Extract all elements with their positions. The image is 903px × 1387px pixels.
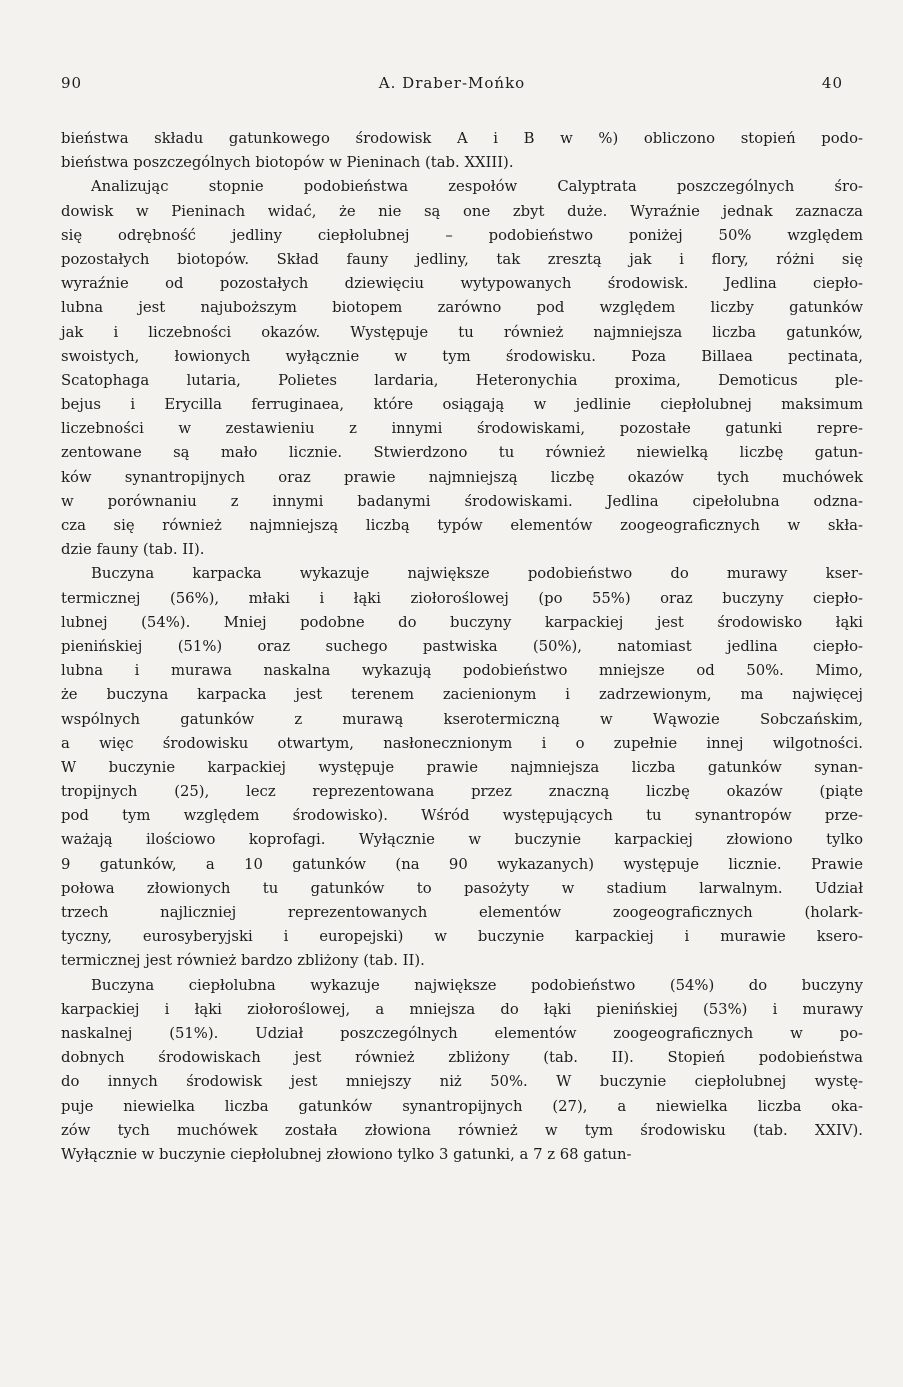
text-line: się odrębność jedliny ciepłolubnej – podobieństwo poniżej 50% względem	[61, 226, 863, 244]
text-line: zentowane są mało licznie. Stwierdzono tu również niewielką liczbę gatun-	[61, 444, 863, 462]
paragraph	[61, 127, 863, 175]
text-line: dzie fauny (tab. II).	[61, 541, 205, 559]
text-line: że buczyna karpacka jest terenem zacienionym i zadrzewionym, ma najwięcej	[61, 686, 863, 704]
text-line: jak i liczebności okazów. Występuje tu również najmniejsza liczba gatunków,	[61, 323, 863, 341]
paragraph	[61, 175, 863, 562]
text-line: bieństwa składu gatunkowego środowisk A i B w %) obliczono stopień podo-	[61, 130, 863, 147]
text-line: tropijnych (25), lecz reprezentowana przez znaczną liczbę okazów (piąte	[61, 783, 863, 801]
text-line: W buczynie karpackiej występuje prawie najmniejsza liczba gatunków synan-	[61, 758, 863, 776]
body-text	[61, 127, 863, 1167]
text-line: liczebności w zestawieniu z innymi środowiskami, pozostałe gatunki repre-	[61, 420, 863, 438]
text-line: dowisk w Pieninach widać, że nie są one zbyt duże. Wyraźnie jednak zaznacza	[61, 202, 863, 220]
text-line: naskalnej (51%). Udział poszczególnych elementów zoogeograficznych w po-	[61, 1024, 863, 1042]
text-line: termicznej jest również bardzo zbliżony (tab. II).	[61, 952, 425, 970]
text-line: bieństwa poszczególnych biotopów w Pieninach (tab. XXIII).	[61, 154, 514, 172]
text-line: termicznej (56%), młaki i łąki ziołoroślowej (po 55%) oraz buczyny ciepło-	[61, 589, 863, 607]
text-line: pod tym względem środowisko). Wśród występujących tu synantropów prze-	[61, 807, 863, 825]
text-line: pozostałych biotopów. Skład fauny jedliny, tak zresztą jak i flory, różni się	[61, 250, 863, 268]
text-line: tyczny, eurosyberyjski i europejski) w buczynie karpackiej i murawie ksero-	[61, 928, 863, 946]
text-line: Buczyna ciepłolubna wykazuje największe podobieństwo (54%) do buczyny	[91, 976, 863, 994]
text-line: Analizując stopnie podobieństwa zespołów Calyptrata poszczególnych śro-	[91, 178, 863, 196]
text-line: lubnej (54%). Mniej podobne do buczyny karpackiej jest środowisko łąki	[61, 613, 863, 631]
text-line: Scatophaga lutaria, Polietes lardaria, Heteronychia proxima, Demoticus ple-	[61, 371, 863, 389]
text-line: a więc środowisku otwartym, nasłonecznionym i o zupełnie innej wilgotności.	[61, 734, 863, 752]
running-head: A. Draber-Mońko	[378, 74, 526, 92]
text-line: w porównaniu z innymi badanymi środowiskami. Jedlina cipełolubna odzna-	[61, 492, 863, 510]
text-line: ków synantropijnych oraz prawie najmniejszą liczbę okazów tych muchówek	[61, 468, 863, 486]
text-line: Buczyna karpacka wykazuje największe podobieństwo do murawy kser-	[91, 565, 863, 583]
paragraph	[61, 974, 863, 1168]
page-number-left: 90	[61, 74, 83, 92]
text-line: zów tych muchówek została złowiona również w tym środowisku (tab. XXIV).	[61, 1121, 863, 1139]
text-line: Wyłącznie w buczynie ciepłolubnej złowiono tylko 3 gatunki, a 7 z 68 gatun-	[61, 1145, 632, 1163]
text-line: cza się również najmniejszą liczbą typów elementów zoogeograficznych w skła-	[61, 517, 863, 534]
page-number-right: 40	[821, 74, 843, 92]
text-line: wyraźnie od pozostałych dziewięciu wytypowanych środowisk. Jedlina ciepło-	[61, 275, 863, 293]
page-header	[61, 74, 843, 98]
text-line: swoistych, łowionych wyłącznie w tym środowisku. Poza Billaea pectinata,	[61, 347, 863, 365]
text-line: ważają ilościowo koprofagi. Wyłącznie w buczynie karpackiej złowiono tylko	[61, 831, 863, 849]
text-line: lubna jest najuboższym biotopem zarówno pod względem liczby gatunków	[61, 299, 863, 317]
text-line: do innych środowisk jest mniejszy niż 50%. W buczynie ciepłolubnej wystę-	[61, 1073, 863, 1091]
text-line: dobnych środowiskach jest również zbliżony (tab. II). Stopień podobieństwa	[61, 1049, 863, 1067]
text-line: puje niewielka liczba gatunków synantropijnych (27), a niewielka liczba oka-	[61, 1097, 863, 1115]
text-line: połowa złowionych tu gatunków to pasożyty w stadium larwalnym. Udział	[61, 879, 863, 897]
text-line: lubna i murawa naskalna wykazują podobieństwo mniejsze od 50%. Mimo,	[61, 662, 863, 680]
text-line: 9 gatunków, a 10 gatunków (na 90 wykazanych) występuje licznie. Prawie	[61, 855, 863, 873]
text-line: pienińskiej (51%) oraz suchego pastwiska (50%), natomiast jedlina ciepło-	[61, 637, 863, 655]
text-line: bejus i Erycilla ferruginaea, które osiągają w jedlinie ciepłolubnej maksimum	[61, 396, 863, 414]
text-line: trzech najliczniej reprezentowanych elementów zoogeograficznych (holark-	[61, 904, 863, 921]
text-line: karpackiej i łąki ziołoroślowej, a mniejsza do łąki pienińskiej (53%) i murawy	[61, 1000, 863, 1018]
text-line: wspólnych gatunków z murawą kserotermiczną w Wąwozie Sobczańskim,	[61, 710, 863, 728]
paragraph	[61, 562, 863, 973]
